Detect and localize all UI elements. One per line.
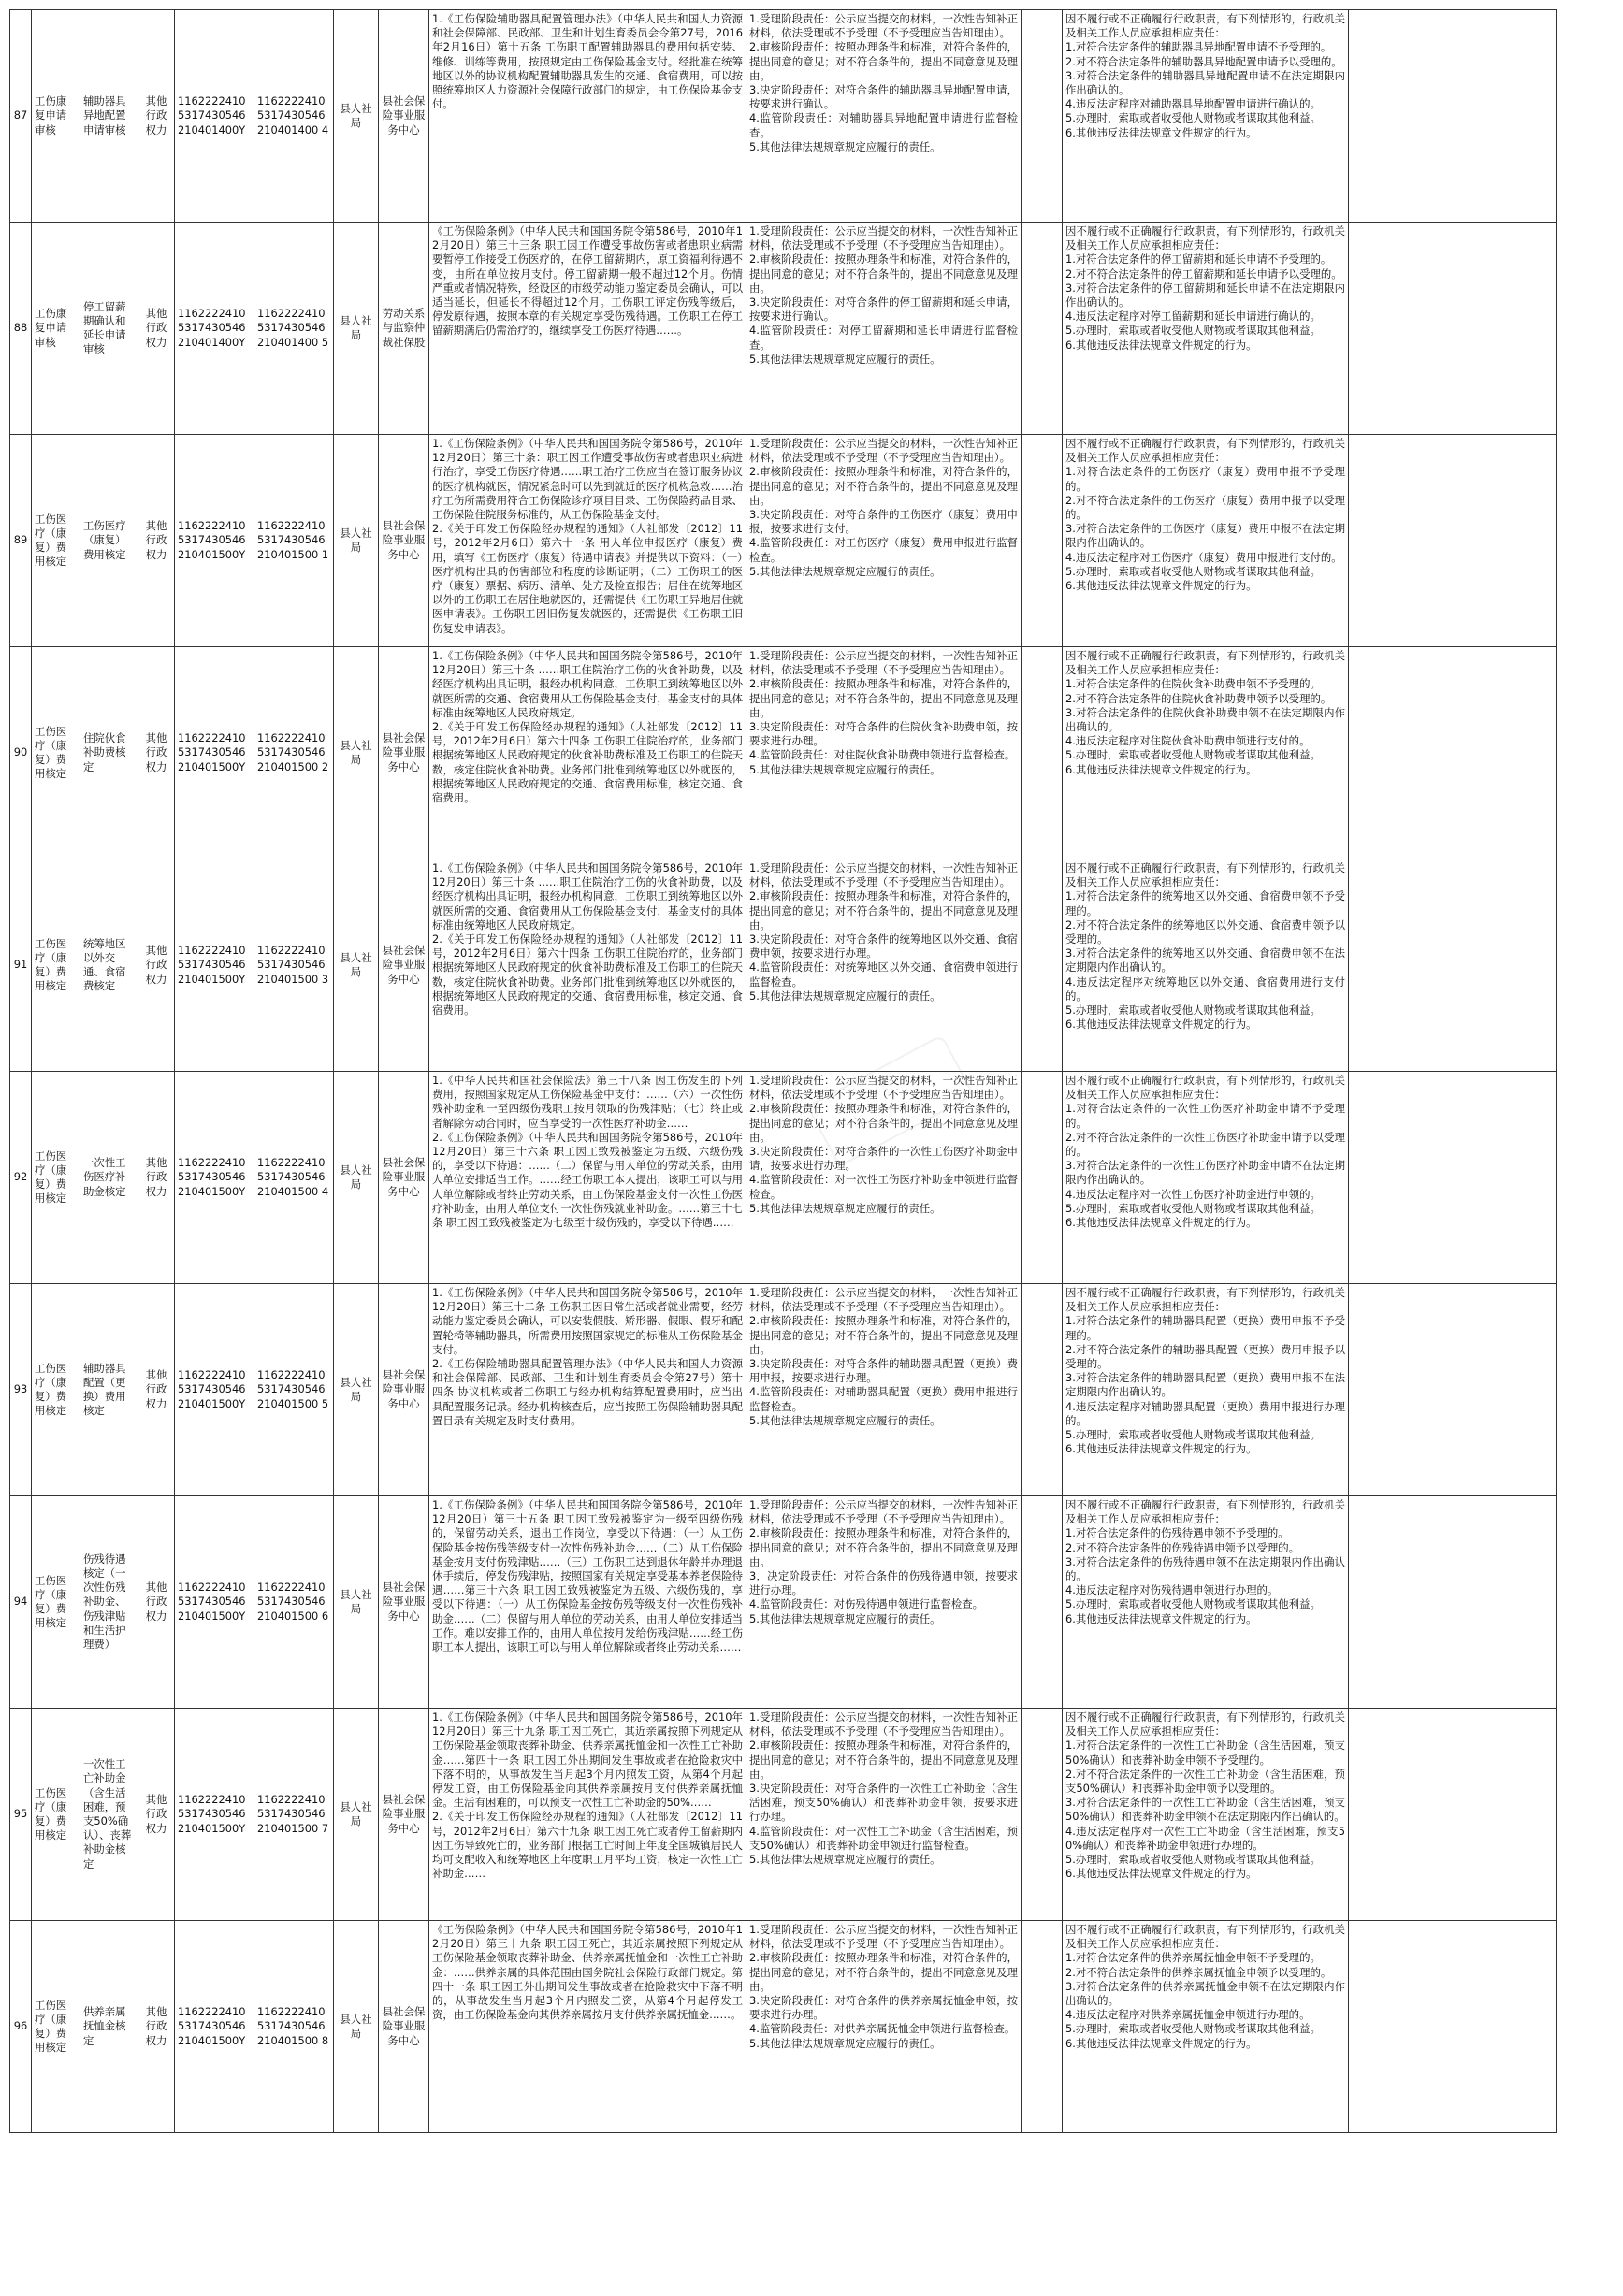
power-type-cell xyxy=(138,10,175,223)
accountability-cell xyxy=(1063,10,1349,223)
item-code-cell xyxy=(175,647,254,859)
item-code-cell-text: 11622224105317430546210401500Y xyxy=(178,1793,246,1835)
sub-item-cell-text: 停工留薪期确认和延长申请审核 xyxy=(83,299,126,356)
item-name-cell xyxy=(32,435,80,647)
responsibility-cell-text: 1.受理阶段责任：公示应当提交的材料，一次性告知补正材料，依法受理或不予受理（不予受理应当告知理由）。 2.审核阶段责任：按照办理条件和标准，对符合条件的，提出同意的意见；对不符合条件的，提出不同意意见及理由。 3.决定阶段责任：对符合条件的统筹地区以外交通、食宿费申领，按要求进行办理。 4.监管阶段责任：对统筹地区以外交通、食宿费申领进行监督检查。 5.其他法律法规规章规定应履行的责任。 xyxy=(749,861,1018,1003)
blank-cell xyxy=(1022,1284,1063,1496)
blank-cell xyxy=(1022,10,1063,223)
legal-basis-cell xyxy=(429,1072,746,1284)
department-cell xyxy=(334,859,379,1072)
power-type-cell xyxy=(138,1921,175,2133)
sub-item-cell xyxy=(80,1921,138,2133)
implementing-body-cell xyxy=(379,1284,429,1496)
accountability-cell-text: 因不履行或不正确履行行政职责，有下列情形的，行政机关及相关工作人员应承担相应责任： 1.对符合法定条件的住院伙食补助费申领不予受理的。 2.对不符合法定条件的住院伙食补助费申领予以受理的。 3.对符合法定条件的住院伙食补助费申领不在法定期限内作出确认的。 4.违反法定程序对住院伙食补助费申领进行支付的。 5.办理时，索取或者收受他人财物或者谋取其他利益。 6.其他违反法律法规章文件规定的行为。 xyxy=(1065,649,1345,776)
sub-item-code-cell xyxy=(254,1709,334,1921)
item-code-cell xyxy=(175,1284,254,1496)
implementing-body-cell-text: 县社会保险事业服务中心 xyxy=(382,2005,426,2047)
implementing-body-cell xyxy=(379,223,429,435)
sub-item-cell xyxy=(80,859,138,1072)
row-number-cell-text: 87 xyxy=(13,108,28,123)
accountability-cell xyxy=(1063,1284,1349,1496)
sub-item-cell xyxy=(80,647,138,859)
item-name-cell xyxy=(32,1072,80,1284)
accountability-cell xyxy=(1063,859,1349,1072)
item-name-cell xyxy=(32,1709,80,1921)
department-cell xyxy=(334,1709,379,1921)
row-number-cell xyxy=(10,1921,32,2133)
responsibility-cell xyxy=(746,1921,1022,2133)
row-number-cell-text: 92 xyxy=(13,1170,28,1184)
sub-item-cell xyxy=(80,1072,138,1284)
sub-item-code-cell-text: 11622224105317430546210401400 5 xyxy=(257,307,329,349)
department-cell xyxy=(334,1284,379,1496)
responsibility-cell xyxy=(746,1072,1022,1284)
implementing-body-cell-text: 县社会保险事业服务中心 xyxy=(382,94,426,137)
accountability-cell-text: 因不履行或不正确履行行政职责，有下列情形的，行政机关及相关工作人员应承担相应责任： 1.对符合法定条件的一次性工伤医疗补助金申请不予受理的。 2.对不符合法定条件的一次性工伤医疗补助金申请予以受理的。 3.对符合法定条件的一次性工伤医疗补助金申请不在法定期限内作出确认的。 4.违反法定程序对一次性工伤医疗补助金进行申领的。 5.办理时，索取或者收受他人财物或者谋取其他利益。 6.其他违反法律法规章文件规定的行为。 xyxy=(1065,1074,1345,1230)
power-type-cell-text: 其他行政权力 xyxy=(145,1368,167,1410)
row-number-cell-text: 91 xyxy=(13,958,28,972)
responsibility-cell-text: 1.受理阶段责任：公示应当提交的材料，一次性告知补正材料，依法受理或不予受理（不予受理应当告知理由）。 2.审核阶段责任：按照办理条件和标准，对符合条件的，提出同意的意见；对不符合条件的，提出不同意意见及理由。 3．决定阶段责任：对符合条件的伤残待遇申领，按要求进行办理。 4.监管阶段责任：对伤残待遇申领进行监督检查。 5.其他法律法规规章规定应履行的责任。 xyxy=(749,1498,1018,1625)
item-code-cell-text: 11622224105317430546210401400Y xyxy=(178,94,246,137)
legal-basis-cell-text: 《工伤保险条例》（中华人民共和国国务院令第586号，2010年12月20日）第三十九条 职工因工死亡，其近亲属按照下列规定从工伤保险基金领取丧葬补助金、供养亲属抚恤金和一次性工亡补助金：……供养亲属的具体范围由国务院社会保险行政部门规定。第四十一条 职工因工外出期间发生事故或者在抢险救灾中下落不明的，从事故发生当月起3个月内照发工资，从第4个月起停发工资，由工伤保险基金向其供养亲属按月支付供养亲属抚恤金……。 xyxy=(432,1923,743,2022)
responsibility-cell xyxy=(746,1709,1022,1921)
sub-item-code-cell xyxy=(254,859,334,1072)
item-code-cell-text: 11622224105317430546210401500Y xyxy=(178,519,246,561)
implementing-body-cell-text: 县社会保险事业服务中心 xyxy=(382,731,426,773)
legal-basis-cell-text: 1.《工伤保险条例》（中华人民共和国国务院令第586号，2010年12月20日）第三十二条 工伤职工因日常生活或者就业需要，经劳动能力鉴定委员会确认，可以安装假肢、矫形器、假眼、假牙和配置轮椅等辅助器具，所需费用按照国家规定的标准从工伤保险基金支付。 2.《工伤保险辅助器具配置管理办法》（中华人民共和国人力资源和社会保障部、民政部、卫生和计划生育委员会令第27号）第十四条 协议机构或者工伤职工与经办机构结算配置费用时，应当出具配置服务记录。经办机构核查后，应当按照工伤保险辅助器具配置目录有关规定及时支付费用。 xyxy=(432,1286,743,1427)
legal-basis-cell-text: 1.《工伤保险条例》（中华人民共和国国务院令第586号，2010年12月20日）第三十九条 职工因工死亡，其近亲属按照下列规定从工伤保险基金领取丧葬补助金、供养亲属抚恤金和一次性工亡补助金……第四十一条 职工因工外出期间发生事故或者在抢险救灾中下落不明的，从事故发生当月起3个月内照发工资，从第4个月起停发工资，由工伤保险基金向其供养亲属按月支付供养亲属抚恤金。生活有困难的，可以预支一次性工亡补助金的50%…… 2.《关于印发工伤保险经办规程的通知》（人社部发〔2012〕11号，2012年2月6日）第六十九条 职工因工死亡或者停工留薪期内因工伤导致死亡的，业务部门根据工亡时间上年度全国城镇居民人均可支配收入和统筹地区上年度职工月平均工资，核定一次性工亡补助金…… xyxy=(432,1711,743,1881)
responsibility-cell xyxy=(746,647,1022,859)
item-name-cell-text: 工伤康复申请审核 xyxy=(35,94,67,137)
power-list-table xyxy=(9,9,1557,2133)
power-type-cell-text: 其他行政权力 xyxy=(145,519,167,561)
row-number-cell xyxy=(10,1709,32,1921)
power-type-cell xyxy=(138,435,175,647)
sub-item-cell-text: 住院伙食补助费核定 xyxy=(83,731,126,773)
responsibility-cell-text: 1.受理阶段责任：公示应当提交的材料，一次性告知补正材料，依法受理或不予受理（不予受理应当告知理由）。 2.审核阶段责任：按照办理条件和标准，对符合条件的，提出同意的意见；对不符合条件的，提出不同意意见及理由。 3.决定阶段责任：对符合条件的工伤医疗（康复）费用申报，按要求进行支付。 4.监管阶段责任：对工伤医疗（康复）费用申报进行监督检查。 5.其他法律法规规章规定应履行的责任。 xyxy=(749,437,1018,578)
sub-item-cell xyxy=(80,1496,138,1709)
department-cell-text: 县人社局 xyxy=(340,1587,372,1615)
sub-item-code-cell-text: 11622224105317430546210401500 1 xyxy=(257,519,329,561)
legal-basis-cell-text: 1.《工伤保险条例》（中华人民共和国国务院令第586号，2010年12月20日）第三十条：职工因工作遭受事故伤害或者患职业病进行治疗，享受工伤医疗待遇……职工治疗工伤应当在签订服务协议的医疗机构就医，情况紧急时可以先到就近的医疗机构急救……治疗工伤所需费用符合工伤保险诊疗项目目录、工伤保险药品目录、工伤保险住院服务标准的，从工伤保险基金支付。 2.《关于印发工伤保险经办规程的通知》（人社部发〔2012〕11号，2012年2月6日）第六十一条 用人单位申报医疗（康复）费用，填写《工伤医疗（康复）待遇申请表》并提供以下资料：（一）医疗机构出具的伤害部位和程度的诊断证明；（二）工伤职工的医疗（康复）票据、病历、清单、处方及检查报告；居住在统筹地区以外的工伤职工在居住地就医的，还需提供《工伤职工异地居住就医申请表》。工伤职工因旧伤复发就医的，还需提供《工伤职工旧伤复发申请表》。 xyxy=(432,437,743,635)
department-cell xyxy=(334,647,379,859)
department-cell-text: 县人社局 xyxy=(340,101,372,129)
item-name-cell-text: 工伤康复申请审核 xyxy=(35,307,67,349)
power-type-cell-text: 其他行政权力 xyxy=(145,1156,167,1198)
item-code-cell-text: 11622224105317430546210401500Y xyxy=(178,731,246,773)
accountability-cell xyxy=(1063,1072,1349,1284)
sub-item-cell xyxy=(80,435,138,647)
accountability-cell xyxy=(1063,435,1349,647)
blank-cell xyxy=(1022,223,1063,435)
item-code-cell-text: 11622224105317430546210401500Y xyxy=(178,1368,246,1410)
department-cell-text: 县人社局 xyxy=(340,1375,372,1403)
blank-cell xyxy=(1349,859,1557,1072)
item-name-cell-text: 工伤医疗（康复）费用核定 xyxy=(35,724,67,781)
implementing-body-cell-text: 县社会保险事业服务中心 xyxy=(382,1793,426,1835)
department-cell xyxy=(334,1072,379,1284)
table-row xyxy=(10,1496,1557,1709)
implementing-body-cell xyxy=(379,647,429,859)
blank-cell xyxy=(1349,435,1557,647)
blank-cell xyxy=(1349,1072,1557,1284)
item-name-cell xyxy=(32,647,80,859)
blank-cell xyxy=(1349,10,1557,223)
table-row xyxy=(10,1709,1557,1921)
sub-item-code-cell-text: 11622224105317430546210401500 2 xyxy=(257,731,329,773)
department-cell xyxy=(334,1921,379,2133)
responsibility-cell xyxy=(746,435,1022,647)
department-cell-text: 县人社局 xyxy=(340,1162,372,1191)
sub-item-cell-text: 辅助器具配置（更换）费用核定 xyxy=(83,1361,126,1418)
implementing-body-cell xyxy=(379,10,429,223)
accountability-cell xyxy=(1063,1496,1349,1709)
item-code-cell-text: 11622224105317430546210401500Y xyxy=(178,944,246,986)
department-cell-text: 县人社局 xyxy=(340,526,372,554)
sub-item-cell-text: 供养亲属抚恤金核定 xyxy=(83,2005,126,2047)
table-row xyxy=(10,435,1557,647)
blank-cell xyxy=(1022,435,1063,647)
implementing-body-cell-text: 县社会保险事业服务中心 xyxy=(382,1156,426,1198)
item-name-cell-text: 工伤医疗（康复）费用核定 xyxy=(35,1785,67,1842)
item-name-cell-text: 工伤医疗（康复）费用核定 xyxy=(35,512,67,569)
item-code-cell-text: 11622224105317430546210401500Y xyxy=(178,2005,246,2047)
sub-item-cell xyxy=(80,1709,138,1921)
accountability-cell xyxy=(1063,1921,1349,2133)
sub-item-code-cell xyxy=(254,1072,334,1284)
department-cell xyxy=(334,1496,379,1709)
sub-item-code-cell-text: 11622224105317430546210401500 7 xyxy=(257,1793,329,1835)
legal-basis-cell xyxy=(429,1921,746,2133)
implementing-body-cell xyxy=(379,1921,429,2133)
accountability-cell xyxy=(1063,223,1349,435)
legal-basis-cell-text: 1.《工伤保险条例》（中华人民共和国国务院令第586号，2010年12月20日）第三十条 ……职工住院治疗工伤的伙食补助费，以及经医疗机构出具证明，报经办机构同意，工伤职工到统筹地区以外就医所需的交通、食宿费用从工伤保险基金支付，基金支付的具体标准由统筹地区人民政府规定。 2.《关于印发工伤保险经办规程的通知》（人社部发〔2012〕11号，2012年2月6日）第六十四条 工伤职工住院治疗的，业务部门根据统筹地区人民政府规定的伙食补助费标准及工伤职工的住院天数，核定住院伙食补助费。业务部门批准到统筹地区以外就医的，根据统筹地区人民政府规定的交通、食宿费用标准，核定交通、食宿费用。 xyxy=(432,649,743,805)
item-code-cell xyxy=(175,10,254,223)
department-cell xyxy=(334,435,379,647)
item-code-cell xyxy=(175,223,254,435)
legal-basis-cell-text: 1.《工伤保险条例》（中华人民共和国国务院令第586号，2010年12月20日）第三十条 ……职工住院治疗工伤的伙食补助费，以及经医疗机构出具证明，报经办机构同意，工伤职工到统筹地区以外就医所需的交通、食宿费用从工伤保险基金支付，基金支付的具体标准由统筹地区人民政府规定。 2.《关于印发工伤保险经办规程的通知》（人社部发〔2012〕11号，2012年2月6日）第六十四条 工伤职工住院治疗的，业务部门根据统筹地区人民政府规定的伙食补助费标准及工伤职工的住院天数，核定住院伙食补助费。业务部门批准到统筹地区以外就医的，根据统筹地区人民政府规定的交通、食宿费用标准，核定交通、食宿费用。 xyxy=(432,861,743,1018)
accountability-cell-text: 因不履行或不正确履行行政职责，有下列情形的，行政机关及相关工作人员应承担相应责任： 1.对符合法定条件的供养亲属抚恤金申领不予受理的。 2.对不符合法定条件的供养亲属抚恤金申领予以受理的。 3.对符合法定条件的供养亲属抚恤金申领不在法定期限内作出确认的。 4.违反法定程序对供养亲属抚恤金申领进行办理的。 5.办理时，索取或者收受他人财物或者谋取其他利益。 6.其他违反法律法规章文件规定的行为。 xyxy=(1065,1923,1345,2050)
blank-cell xyxy=(1349,1284,1557,1496)
blank-cell xyxy=(1022,647,1063,859)
department-cell-text: 县人社局 xyxy=(340,2012,372,2040)
department-cell-text: 县人社局 xyxy=(340,313,372,341)
table-row xyxy=(10,1284,1557,1496)
table-body xyxy=(10,10,1557,2133)
row-number-cell xyxy=(10,435,32,647)
power-type-cell-text: 其他行政权力 xyxy=(145,1581,167,1623)
power-type-cell-text: 其他行政权力 xyxy=(145,94,167,137)
legal-basis-cell xyxy=(429,223,746,435)
row-number-cell xyxy=(10,10,32,223)
sub-item-code-cell xyxy=(254,1496,334,1709)
item-name-cell-text: 工伤医疗（康复）费用核定 xyxy=(35,1361,67,1418)
responsibility-cell-text: 1.受理阶段责任：公示应当提交的材料，一次性告知补正材料，依法受理或不予受理（不予受理应当告知理由）。 2.审核阶段责任：按照办理条件和标准，对符合条件的，提出同意的意见；对不符合条件的，提出不同意意见及理由。 3.决定阶段责任：对符合条件的住院伙食补助费申领，按要求进行办理。 4.监管阶段责任：对住院伙食补助费申领进行监督检查。 5.其他法律法规规章规定应履行的责任。 xyxy=(749,649,1018,776)
table-row xyxy=(10,223,1557,435)
legal-basis-cell xyxy=(429,1496,746,1709)
department-cell-text: 县人社局 xyxy=(340,1799,372,1827)
row-number-cell xyxy=(10,1496,32,1709)
item-name-cell xyxy=(32,1284,80,1496)
row-number-cell-text: 95 xyxy=(13,1807,28,1821)
row-number-cell-text: 93 xyxy=(13,1382,28,1396)
sub-item-cell-text: 辅助器具异地配置申请审核 xyxy=(83,94,126,137)
item-name-cell xyxy=(32,1496,80,1709)
implementing-body-cell-text: 县社会保险事业服务中心 xyxy=(382,1581,426,1623)
responsibility-cell xyxy=(746,10,1022,223)
item-code-cell xyxy=(175,1072,254,1284)
legal-basis-cell-text: 1.《工伤保险条例》（中华人民共和国国务院令第586号，2010年12月20日）第三十五条 职工因工致残被鉴定为一级至四级伤残的，保留劳动关系，退出工作岗位，享受以下待遇：（一）从工伤保险基金按伤残等级支付一次性伤残补助金……（二）从工伤保险基金按月支付伤残津贴……（三）工伤职工达到退休年龄并办理退休手续后，停发伤残津贴，按照国家有关规定享受基本养老保险待遇……第三十六条 职工因工致残被鉴定为五级、六级伤残的，享受以下待遇：（一）从工伤保险基金按伤残等级支付一次性伤残补助金……（二）保留与用人单位的劳动关系，由用人单位安排适当工作。难以安排工作的，由用人单位按月发给伤残津贴……经工伤职工本人提出，该职工可以与用人单位解除或者终止劳动关系…… xyxy=(432,1498,743,1654)
legal-basis-cell xyxy=(429,859,746,1072)
implementing-body-cell-text: 劳动关系与监察仲裁社保股 xyxy=(382,307,426,349)
item-name-cell xyxy=(32,10,80,223)
item-name-cell-text: 工伤医疗（康复）费用核定 xyxy=(35,1148,67,1206)
row-number-cell xyxy=(10,223,32,435)
power-type-cell xyxy=(138,647,175,859)
sub-item-cell xyxy=(80,223,138,435)
row-number-cell xyxy=(10,1072,32,1284)
accountability-cell-text: 因不履行或不正确履行行政职责，有下列情形的，行政机关及相关工作人员应承担相应责任： 1.对符合法定条件的工伤医疗（康复）费用申报不予受理的。 2.对不符合法定条件的工伤医疗（康复）费用申报予以受理的。 3.对符合法定条件的工伤医疗（康复）费用申报不在法定期限内作出确认的。 4.违反法定程序对工伤医疗（康复）费用申报进行支付的。 5.办理时，索取或者收受他人财物或者谋取其他利益。 6.其他违反法律法规章文件规定的行为。 xyxy=(1065,437,1345,593)
item-name-cell-text: 工伤医疗（康复）费用核定 xyxy=(35,1998,67,2055)
responsibility-cell xyxy=(746,223,1022,435)
blank-cell xyxy=(1022,1921,1063,2133)
responsibility-cell-text: 1.受理阶段责任：公示应当提交的材料，一次性告知补正材料，依法受理或不予受理（不予受理应当告知理由）。 2.审核阶段责任：按照办理条件和标准，对符合条件的，提出同意的意见；对不符合条件的，提出不同意意见及理由。 3.决定阶段责任：对符合条件的辅助器具异地配置申请，按要求进行确认。 4.监管阶段责任：对辅助器具异地配置申请进行监督检查。 5.其他法律法规规章规定应履行的责任。 xyxy=(749,12,1018,153)
item-name-cell xyxy=(32,859,80,1072)
item-code-cell xyxy=(175,1921,254,2133)
department-cell xyxy=(334,223,379,435)
sub-item-cell-text: 统筹地区以外交通、食宿费核定 xyxy=(83,936,126,993)
blank-cell xyxy=(1349,223,1557,435)
sub-item-code-cell-text: 11622224105317430546210401400 4 xyxy=(257,94,329,137)
item-name-cell-text: 工伤医疗（康复）费用核定 xyxy=(35,936,67,993)
blank-cell xyxy=(1022,1072,1063,1284)
sub-item-cell-text: 一次性工伤医疗补助金核定 xyxy=(83,1156,126,1198)
power-type-cell xyxy=(138,1496,175,1709)
power-type-cell xyxy=(138,1072,175,1284)
implementing-body-cell xyxy=(379,859,429,1072)
sub-item-code-cell xyxy=(254,1284,334,1496)
item-code-cell xyxy=(175,435,254,647)
blank-cell xyxy=(1349,1709,1557,1921)
sub-item-code-cell xyxy=(254,647,334,859)
table-row xyxy=(10,10,1557,223)
power-type-cell-text: 其他行政权力 xyxy=(145,731,167,773)
sub-item-cell-text: 工伤医疗（康复）费用核定 xyxy=(83,519,126,561)
accountability-cell-text: 因不履行或不正确履行行政职责，有下列情形的，行政机关及相关工作人员应承担相应责任： 1.对符合法定条件的一次性工亡补助金（含生活困难，预支50%确认）和丧葬补助金申领不予受理的。 2.对不符合法定条件的一次性工亡补助金（含生活困难，预支50%确认）和丧葬补助金申领予以受理的。 3.对符合法定条件的一次性工亡补助金（含生活困难，预支50%确认）和丧葬补助金申领不在法定期限内作出确认的。 4.违反法定程序对一次性工亡补助金（含生活困难，预支50%确认）和丧葬补助金申领进行办理的。 5.办理时，索取或者收受他人财物或者谋取其他利益。 6.其他违反法律法规章文件规定的行为。 xyxy=(1065,1711,1345,1881)
blank-cell xyxy=(1349,647,1557,859)
item-code-cell-text: 11622224105317430546210401500Y xyxy=(178,1156,246,1198)
blank-cell xyxy=(1349,1921,1557,2133)
legal-basis-cell xyxy=(429,647,746,859)
item-name-cell-text: 工伤医疗（康复）费用核定 xyxy=(35,1573,67,1630)
implementing-body-cell xyxy=(379,1072,429,1284)
legal-basis-cell xyxy=(429,1709,746,1921)
implementing-body-cell-text: 县社会保险事业服务中心 xyxy=(382,519,426,561)
table-row xyxy=(10,1921,1557,2133)
responsibility-cell-text: 1.受理阶段责任：公示应当提交的材料，一次性告知补正材料，依法受理或不予受理（不予受理应当告知理由）。 2.审核阶段责任：按照办理条件和标准，对符合条件的，提出同意的意见；对不符合条件的，提出不同意意见及理由。 3.决定阶段责任：对符合条件的辅助器具配置（更换）费用申报，按要求进行办理。 4.监管阶段责任：对辅助器具配置（更换）费用申报进行监督检查。 5.其他法律法规规章规定应履行的责任。 xyxy=(749,1286,1018,1427)
item-code-cell xyxy=(175,1709,254,1921)
item-code-cell-text: 11622224105317430546210401400Y xyxy=(178,307,246,349)
sub-item-code-cell xyxy=(254,435,334,647)
power-type-cell xyxy=(138,223,175,435)
sub-item-cell-text: 伤残待遇核定（一次性伤残补助金、伤残津贴和生活护理费） xyxy=(83,1552,126,1651)
table-row xyxy=(10,1072,1557,1284)
implementing-body-cell xyxy=(379,1496,429,1709)
responsibility-cell xyxy=(746,1284,1022,1496)
power-type-cell xyxy=(138,859,175,1072)
legal-basis-cell-text: 1.《工伤保险辅助器具配置管理办法》（中华人民共和国人力资源和社会保障部、民政部、卫生和计划生育委员会令第27号，2016年2月16日）第十五条 工伤职工配置辅助器具的费用包括安装、维修、训练等费用，按照规定由工伤保险基金支付。经批准在统筹地区以外的协议机构配置辅助器具发生的交通、食宿费用，可以按照统筹地区人力资源社会保障行政部门的规定，由工伤保险基金支付。 xyxy=(432,12,743,111)
responsibility-cell-text: 1.受理阶段责任：公示应当提交的材料，一次性告知补正材料，依法受理或不予受理（不予受理应当告知理由）。 2.审核阶段责任：按照办理条件和标准，对符合条件的，提出同意的意见；对不符合条件的，提出不同意意见及理由。 3.决定阶段责任：对符合条件的一次性工伤医疗补助金申请，按要求进行办理。 4.监管阶段责任：对一次性工伤医疗补助金申领进行监督检查。 5.其他法律法规规章规定应履行的责任。 xyxy=(749,1074,1018,1215)
row-number-cell xyxy=(10,647,32,859)
sub-item-code-cell-text: 11622224105317430546210401500 6 xyxy=(257,1581,329,1623)
power-type-cell-text: 其他行政权力 xyxy=(145,1793,167,1835)
item-name-cell xyxy=(32,223,80,435)
responsibility-cell xyxy=(746,1496,1022,1709)
power-type-cell xyxy=(138,1284,175,1496)
sub-item-code-cell xyxy=(254,223,334,435)
blank-cell xyxy=(1022,1709,1063,1921)
sub-item-code-cell-text: 11622224105317430546210401500 8 xyxy=(257,2005,329,2047)
department-cell-text: 县人社局 xyxy=(340,950,372,978)
item-code-cell xyxy=(175,859,254,1072)
responsibility-cell-text: 1.受理阶段责任：公示应当提交的材料，一次性告知补正材料，依法受理或不予受理（不予受理应当告知理由）。 2.审核阶段责任：按照办理条件和标准，对符合条件的，提出同意的意见；对不符合条件的，提出不同意意见及理由。 3.决定阶段责任：对符合条件的停工留薪期和延长申请，按要求进行确认。 4.监管阶段责任：对停工留薪期和延长申请进行监督检查。 5.其他法律法规规章规定应履行的责任。 xyxy=(749,224,1018,366)
power-type-cell-text: 其他行政权力 xyxy=(145,2005,167,2047)
row-number-cell-text: 96 xyxy=(13,2019,28,2033)
accountability-cell xyxy=(1063,647,1349,859)
legal-basis-cell-text: 1.《中华人民共和国社会保险法》第三十八条 因工伤发生的下列费用，按照国家规定从工伤保险基金中支付：……（六）一次性伤残补助金和一至四级伤残职工按月领取的伤残津贴；（七）终止或者解除劳动合同时，应当享受的一次性医疗补助金…… 2.《工伤保险条例》（中华人民共和国国务院令第586号，2010年12月20日）第三十六条 职工因工致残被鉴定为五级、六级伤残的，享受以下待遇：……（二）保留与用人单位的劳动关系，由用人单位安排适当工作。……经工伤职工本人提出，该职工可以与用人单位解除或者终止劳动关系，由工伤保险基金支付一次性工伤医疗补助金，由用人单位支付一次性伤残就业补助金。……第三十七条 职工因工致残被鉴定为七级至十级伤残的，享受以下待遇…… xyxy=(432,1074,743,1230)
legal-basis-cell xyxy=(429,435,746,647)
accountability-cell-text: 因不履行或不正确履行行政职责，有下列情形的，行政机关及相关工作人员应承担相应责任： 1.对符合法定条件的统筹地区以外交通、食宿费申领不予受理的。 2.对不符合法定条件的统筹地区以外交通、食宿费申领予以受理的。 3.对符合法定条件的统筹地区以外交通、食宿费申领不在法定期限内作出确认的。 4.违反法定程序对统筹地区以外交通、食宿费用进行支付的。 5.办理时，索取或者收受他人财物或者谋取其他利益。 6.其他违反法律法规章文件规定的行为。 xyxy=(1065,861,1345,1032)
row-number-cell-text: 89 xyxy=(13,533,28,547)
implementing-body-cell-text: 县社会保险事业服务中心 xyxy=(382,944,426,986)
implementing-body-cell-text: 县社会保险事业服务中心 xyxy=(382,1368,426,1410)
implementing-body-cell xyxy=(379,1709,429,1921)
department-cell-text: 县人社局 xyxy=(340,738,372,766)
item-code-cell-text: 11622224105317430546210401500Y xyxy=(178,1581,246,1623)
responsibility-cell-text: 1.受理阶段责任：公示应当提交的材料，一次性告知补正材料，依法受理或不予受理（不予受理应当告知理由）。 2.审核阶段责任：按照办理条件和标准，对符合条件的，提出同意的意见；对不符合条件的，提出不同意意见及理由。 3.决定阶段责任：对符合条件的一次性工亡补助金（含生活困难，预支50%确认）和丧葬补助金申领，按要求进行办理。 4.监管阶段责任：对一次性工亡补助金（含生活困难，预支50%确认）和丧葬补助金申领进行监督检查。 5.其他法律法规规章规定应履行的责任。 xyxy=(749,1711,1018,1867)
accountability-cell xyxy=(1063,1709,1349,1921)
blank-cell xyxy=(1022,1496,1063,1709)
power-type-cell-text: 其他行政权力 xyxy=(145,944,167,986)
sub-item-cell-text: 一次性工亡补助金（含生活困难，预支50%确认）、丧葬补助金核定 xyxy=(83,1757,132,1870)
sub-item-code-cell xyxy=(254,10,334,223)
row-number-cell xyxy=(10,859,32,1072)
item-code-cell xyxy=(175,1496,254,1709)
item-name-cell xyxy=(32,1921,80,2133)
sub-item-code-cell xyxy=(254,1921,334,2133)
accountability-cell-text: 因不履行或不正确履行行政职责，有下列情形的，行政机关及相关工作人员应承担相应责任： 1.对符合法定条件的停工留薪期和延长申请不予受理的。 2.对不符合法定条件的停工留薪期和延长申请予以受理的。 3.对符合法定条件的停工留薪期和延长申请不在法定期限内作出确认的。 4.违反法定程序对停工留薪期和延长申请进行确认的。 5.办理时，索取或者收受他人财物或者谋取其他利益。 6.其他违反法律法规章文件规定的行为。 xyxy=(1065,224,1345,352)
accountability-cell-text: 因不履行或不正确履行行政职责，有下列情形的，行政机关及相关工作人员应承担相应责任： 1.对符合法定条件的辅助器具异地配置申请不予受理的。 2.对不符合法定条件的辅助器具异地配置申请予以受理的。 3.对符合法定条件的辅助器具异地配置申请不在法定期限内作出确认的。 4.违反法定程序对辅助器具异地配置申请进行确认的。 5.办理时，索取或者收受他人财物或者谋取其他利益。 6.其他违反法律法规章文件规定的行为。 xyxy=(1065,12,1345,139)
accountability-cell-text: 因不履行或不正确履行行政职责，有下列情形的，行政机关及相关工作人员应承担相应责任： 1.对符合法定条件的伤残待遇申领不予受理的。 2.对不符合法定条件的伤残待遇申领予以受理的。 3.对符合法定条件的伤残待遇申领不在法定期限内作出确认的。 4.违反法定程序对伤残待遇申领进行办理的。 5.办理时，索取或者收受他人财物或者谋取其他利益。 6.其他违反法律法规章文件规定的行为。 xyxy=(1065,1498,1345,1625)
table-row xyxy=(10,647,1557,859)
accountability-cell-text: 因不履行或不正确履行行政职责，有下列情形的，行政机关及相关工作人员应承担相应责任： 1.对符合法定条件的辅助器具配置（更换）费用申报不予受理的。 2.对不符合法定条件的辅助器具配置（更换）费用申报予以受理的。 3.对符合法定条件的辅助器具配置（更换）费用申报不在法定期限内作出确认的。 4.违反法定程序对辅助器具配置（更换）费用申报进行办理的。 5.办理时，索取或者收受他人财物或者谋取其他利益。 6.其他违反法律法规章文件规定的行为。 xyxy=(1065,1286,1345,1456)
table-row xyxy=(10,859,1557,1072)
sub-item-cell xyxy=(80,1284,138,1496)
responsibility-cell xyxy=(746,859,1022,1072)
implementing-body-cell xyxy=(379,435,429,647)
row-number-cell-text: 88 xyxy=(13,321,28,335)
legal-basis-cell xyxy=(429,10,746,223)
power-type-cell-text: 其他行政权力 xyxy=(145,307,167,349)
row-number-cell xyxy=(10,1284,32,1496)
blank-cell xyxy=(1349,1496,1557,1709)
legal-basis-cell xyxy=(429,1284,746,1496)
department-cell xyxy=(334,10,379,223)
power-type-cell xyxy=(138,1709,175,1921)
legal-basis-cell-text: 《工伤保险条例》（中华人民共和国国务院令第586号，2010年12月20日）第三十三条 职工因工作遭受事故伤害或者患职业病需要暂停工作接受工伤医疗的，在停工留薪期内，原工资福利待遇不变，由所在单位按月支付。停工留薪期一般不超过12个月。伤情严重或者情况特殊，经设区的市级劳动能力鉴定委员会确认，可以适当延长，但延长不得超过12个月。工伤职工评定伤残等级后，停发原待遇，按照本章的有关规定享受伤残待遇。工伤职工在停工留薪期满后仍需治疗的，继续享受工伤医疗待遇……。 xyxy=(432,224,743,338)
sub-item-code-cell-text: 11622224105317430546210401500 5 xyxy=(257,1368,329,1410)
responsibility-cell-text: 1.受理阶段责任：公示应当提交的材料，一次性告知补正材料，依法受理或不予受理（不予受理应当告知理由）。 2.审核阶段责任：按照办理条件和标准，对符合条件的，提出同意的意见；对不符合条件的，提出不同意意见及理由。 3.决定阶段责任：对符合条件的供养亲属抚恤金申领，按要求进行办理。 4.监管阶段责任：对供养亲属抚恤金申领进行监督检查。 5.其他法律法规规章规定应履行的责任。 xyxy=(749,1923,1018,2050)
sub-item-code-cell-text: 11622224105317430546210401500 4 xyxy=(257,1156,329,1198)
row-number-cell-text: 94 xyxy=(13,1595,28,1609)
row-number-cell-text: 90 xyxy=(13,745,28,759)
sub-item-code-cell-text: 11622224105317430546210401500 3 xyxy=(257,944,329,986)
blank-cell xyxy=(1022,859,1063,1072)
sub-item-cell xyxy=(80,10,138,223)
